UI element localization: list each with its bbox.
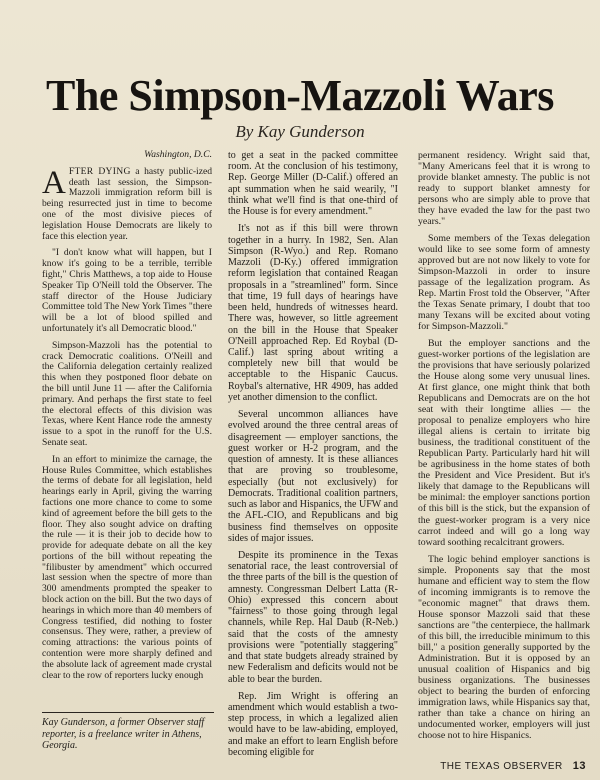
- paragraph: The logic behind employer sanctions is simple. Proponents say that the most humane and efficient way to stem the flow of incoming immigrants is to remove the "economic magnet" that draws them. House sponsor Mazzoli said that these sanctions are "the centerpiece, the hallmark of this bill, the irreducible minimum to this bill," a position generally supported by the Administration. But it is opposed by an unusual coalition of Hispanics and big business organizations. The businesses object to bearing the burden of enforcing immigration laws, while Hispanics say that, rather than take a chance on hiring an undocumented worker, employers will just choose not to hire Hispanics.: [418, 553, 590, 741]
- page-footer: [440, 760, 586, 772]
- article-title: The Simpson-Mazzoli Wars: [46, 71, 554, 120]
- author-note: Kay Gunderson, a former Observer staff reporter, is a freelance writer in Athens, Georgia.: [42, 712, 214, 752]
- page-number: 13: [572, 760, 586, 772]
- paragraph: permanent residency. Wright said that, "Many Americans feel that it is wrong to provide blanket amnesty. The public is not ready to support blanket amnesty for persons who are simply able to prove that they have evaded the law for the past two years.": [418, 150, 590, 228]
- lead-caps: FTER DYING: [68, 165, 131, 177]
- paragraph: Simpson-Mazzoli has the potential to crack Democratic coalitions. O'Neill and the California delegation certainly realized this when they postponed floor debate on the bill until June 11 — after the California primary. And perhaps the first state to feel the electoral effects of this division was Texas, where Kent Hance rode the amnesty issue to a spot in the runoff for the U.S. Senate seat.: [42, 339, 212, 448]
- column-3: [418, 150, 590, 741]
- paragraph: In an effort to minimize the carnage, the House Rules Committee, which establishes the terms of debate for all legislation, held hearings early in April, giving the warring factions one more chance to come to some kind of agreement before the bill gets to the floor. They also sought advice on drafting the rule — it is their job to decide how to provide for adequate debate on all the key portions of the bill without repeating the "filibuster by amendment" which occurred last session when the spectre of more than 300 amendments prompted the speaker to block action on the bill. But the two days of hearings in which more than 40 members of Congress testified, did nothing to foster consensus. They were, rather, a preview of coming attractions: the various points of contention were more sharply defined and the absolute lack of agreement made crystal clear to the row of reporters lucky enough: [42, 453, 212, 681]
- paragraph: Some members of the Texas delegation would like to see some form of amnesty approved but are not now likely to vote for Simpson-Mazzoli in order to insure passage of the legalization program. As Rep. Martin Frost told the Observer, "After the Texas Senate primary, I doubt that too many Texans will be excited about voting for Simpson-Mazzoli.": [418, 233, 590, 333]
- paragraph: "I don't know what will happen, but I know it's going to be a terrible, terrible fight," Chris Matthews, a top aide to House Speaker Tip O'Neill told the Observer. The staff director of the House Judiciary Committee told The New York Times "there will be a lot of blood spilled and unfortunately it's all Democratic blood.": [42, 247, 212, 334]
- column-2: [228, 150, 398, 758]
- dateline: Washington, D.C.: [144, 149, 212, 160]
- paragraph: Several uncommon alliances have evolved around the three central areas of disagreement — employer sanctions, the guest worker or H-2 program, and the question of amnesty. It is these alliances that are proving so troublesome, especially (but not exclusively) for Democrats. Traditional coalition partners, such as labor and Hispanics, the UFW and the AFL-CIO, and Republicans and big business find themselves on opposite sides of major issues.: [228, 409, 398, 544]
- lead-paragraph: [42, 164, 213, 243]
- paragraph: to get a seat in the packed committee room. At the conclusion of his testimony, Rep. George Miller (D-Calif.) offered an apt summation when he said wearily, "I think what we'll find is that one-third of the House is for every amendment.": [228, 150, 398, 218]
- column-1: [42, 150, 212, 681]
- publication-name: THE TEXAS OBSERVER: [440, 761, 563, 772]
- lead-text: a hasty public-ized death last session, the Simpson-Mazzoli immigration reform bill is being resurrected just in time to become one of the most divisive pieces of legislation House Democrats are likely to face this election year.: [42, 165, 213, 242]
- paragraph: Rep. Jim Wright is offering an amendment which would establish a two-step process, in which a legalized alien would have to be law-abiding, employed, and make an effort to learn English before becoming eligible for: [228, 690, 398, 758]
- paragraph: But the employer sanctions and the guest-worker portions of the legislation are the provisions that have seriously polarized the House along some very unusual lines. At first glance, one might think that both Republicans and Democrats are on the hot seat with their longtime allies — the proposal to penalize employers who hire illegal aliens is certain to irritate big business, the traditional constituent of the Republican Party. Particularly hard hit will be agribusiness in the home states of both the President and Vice President. But it's likely that damage to the Republicans will be minimal: the employer sanctions portion of this bill is the stick, but the expansion of the guest-worker program is a very nice carrot indeed and will go a long way toward soothing recalcitrant growers.: [418, 338, 590, 548]
- paragraph: It's not as if this bill were thrown together in a hurry. In 1982, Sen. Alan Simpson (R-Wyo.) and Rep. Romano Mazzoli (D-Ky.) offered immigration reform legislation that contained Reagan proposals in a "streamlined" form. Since that time, 19 full days of hearings have been held, hundreds of witnesses heard. There was, however, so little agreement on the bill in the House that Speaker O'Neill approached Rep. Ed Roybal (D-Calif.) last spring about writing a completely new bill that would be acceptable to the Hispanic Caucus. Roybal's alternative, HR 4909, has added yet another dimension to the conflict.: [228, 223, 398, 403]
- article-byline: By Kay Gunderson: [235, 122, 365, 141]
- paragraph: Despite its prominence in the Texas senatorial race, the least controversial of the three parts of the bill is the question of amnesty. Congressman Delbert Latta (R-Ohio) expressed this concern about "fairness" to those going through legal channels, while Rep. Hal Daub (R-Neb.) said that the costs of the amnesty provisions were "potentially staggering" and that state budgets already strained by new Federalism and deficits would not be able to bear the burden.: [228, 549, 398, 685]
- drop-cap: A: [42, 164, 66, 201]
